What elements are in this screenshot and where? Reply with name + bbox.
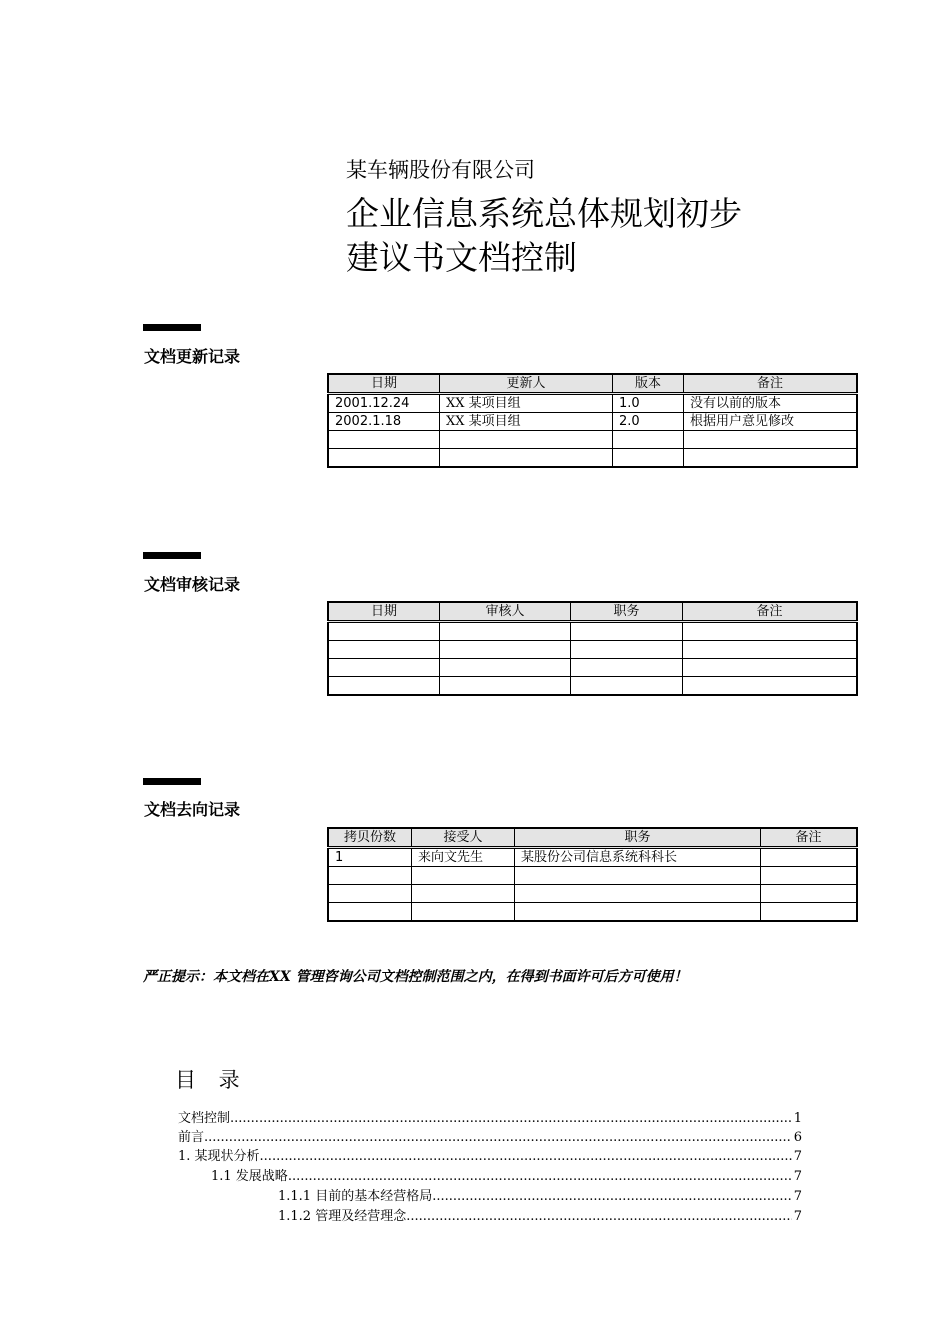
- table-cell: 2002.1.18: [328, 413, 440, 431]
- toc-leader: [288, 1167, 792, 1186]
- toc-leader: [204, 1128, 792, 1147]
- column-header: 职务: [515, 828, 761, 848]
- toc-entry[interactable]: [278, 1187, 802, 1206]
- column-header: 拷贝份数: [328, 828, 412, 848]
- table-cell: 2001.12.24: [328, 394, 440, 413]
- toc-title: 目 录: [175, 1068, 248, 1092]
- column-header: 版本: [613, 374, 684, 394]
- toc-entry[interactable]: [278, 1207, 802, 1226]
- table-cell: [440, 677, 571, 696]
- table-cell: XX 某项目组: [440, 394, 613, 413]
- table-cell: [515, 885, 761, 903]
- table-cell: [515, 867, 761, 885]
- table-cell: [328, 677, 440, 696]
- section-bar: [143, 552, 201, 559]
- column-header: 职务: [571, 602, 683, 622]
- table-cell: [328, 622, 440, 641]
- toc-page-number: 7: [793, 1189, 802, 1204]
- table-row: [328, 677, 857, 696]
- table-row: [328, 848, 857, 867]
- toc-entry-label: 1.1 发展战略: [211, 1169, 288, 1184]
- table-cell: [684, 449, 858, 468]
- document-title: [346, 192, 742, 280]
- table-cell: [571, 659, 683, 677]
- table-cell: 根据用户意见修改: [684, 413, 858, 431]
- column-header: 接受人: [412, 828, 515, 848]
- table-cell: [440, 449, 613, 468]
- table-cell: 2.0: [613, 413, 684, 431]
- table-cell: [440, 641, 571, 659]
- section-bar: [143, 778, 201, 785]
- table-cell: 1.0: [613, 394, 684, 413]
- table-cell: [328, 449, 440, 468]
- table-cell: [684, 431, 858, 449]
- table-cell: [571, 677, 683, 696]
- table-cell: 没有以前的版本: [684, 394, 858, 413]
- table-row: [328, 659, 857, 677]
- update-record-table: [327, 373, 858, 468]
- toc-leader: [432, 1187, 792, 1206]
- toc-entry[interactable]: [178, 1109, 802, 1128]
- table-cell: [571, 641, 683, 659]
- toc-leader: [230, 1109, 792, 1128]
- column-header: 备注: [683, 602, 858, 622]
- table-row: [328, 449, 857, 468]
- review-record-table: [327, 601, 858, 696]
- table-row: [328, 413, 857, 431]
- toc-page-number: 7: [793, 1209, 802, 1224]
- table-cell: [412, 903, 515, 922]
- table-cell: 1: [328, 848, 412, 867]
- table-cell: [440, 431, 613, 449]
- table-cell: [515, 903, 761, 922]
- review-record-heading: 文档审核记录: [144, 575, 241, 594]
- table-cell: [328, 659, 440, 677]
- toc-entry-label: 前言: [178, 1130, 205, 1145]
- table-cell: 某股份公司信息系统科科长: [515, 848, 761, 867]
- toc-entry-label: 1.1.1 目前的基本经营格局: [278, 1189, 433, 1204]
- table-row: [328, 394, 857, 413]
- toc-entry-label: 1.1.2 管理及经营理念: [278, 1209, 407, 1224]
- table-cell: 来向文先生: [412, 848, 515, 867]
- table-cell: [328, 431, 440, 449]
- toc-entry[interactable]: [211, 1167, 802, 1186]
- company-name: 某车辆股份有限公司: [346, 158, 535, 182]
- column-header: 更新人: [440, 374, 613, 394]
- title-line-1: 企业信息系统总体规划初步: [346, 194, 742, 233]
- table-header-row: [328, 374, 857, 394]
- table-cell: [440, 659, 571, 677]
- table-row: [328, 641, 857, 659]
- title-line-2: 建议书文档控制: [346, 238, 577, 277]
- toc-entry[interactable]: [178, 1128, 802, 1147]
- table-row: [328, 622, 857, 641]
- column-header: 备注: [684, 374, 858, 394]
- table-cell: [761, 903, 858, 922]
- toc-entry[interactable]: [178, 1147, 802, 1166]
- table-cell: [328, 903, 412, 922]
- table-cell: [761, 867, 858, 885]
- toc-entry-label: 文档控制: [178, 1111, 231, 1126]
- table-cell: [683, 641, 858, 659]
- toc-page-number: 7: [793, 1149, 802, 1164]
- table-row: [328, 885, 857, 903]
- table-cell: [683, 677, 858, 696]
- table-cell: [761, 885, 858, 903]
- confidentiality-warning: 严正提示：本文档在XX 管理咨询公司文档控制范围之内，在得到书面许可后方可使用！: [143, 969, 688, 985]
- toc-entry-label: 1. 某现状分析: [178, 1149, 260, 1164]
- table-cell: [683, 622, 858, 641]
- table-cell: [412, 885, 515, 903]
- table-cell: [328, 641, 440, 659]
- toc-page-number: 1: [793, 1111, 802, 1126]
- table-cell: [571, 622, 683, 641]
- update-record-heading: 文档更新记录: [144, 347, 241, 366]
- table-cell: [412, 867, 515, 885]
- table-header-row: [328, 602, 857, 622]
- column-header: 备注: [761, 828, 858, 848]
- toc-leader: [406, 1207, 792, 1226]
- table-cell: [328, 867, 412, 885]
- toc-leader: [260, 1147, 792, 1166]
- toc-page-number: 7: [793, 1169, 802, 1184]
- distribution-record-table: [327, 827, 858, 922]
- toc-page-number: 6: [793, 1130, 802, 1145]
- table-row: [328, 867, 857, 885]
- column-header: 审核人: [440, 602, 571, 622]
- table-cell: XX 某项目组: [440, 413, 613, 431]
- table-cell: [613, 431, 684, 449]
- table-cell: [761, 848, 858, 867]
- table-cell: [440, 622, 571, 641]
- table-row: [328, 903, 857, 922]
- table-row: [328, 431, 857, 449]
- column-header: 日期: [328, 602, 440, 622]
- column-header: 日期: [328, 374, 440, 394]
- distribution-record-heading: 文档去向记录: [144, 800, 241, 819]
- section-bar: [143, 324, 201, 331]
- table-cell: [328, 885, 412, 903]
- table-cell: [683, 659, 858, 677]
- table-header-row: [328, 828, 857, 848]
- table-cell: [613, 449, 684, 468]
